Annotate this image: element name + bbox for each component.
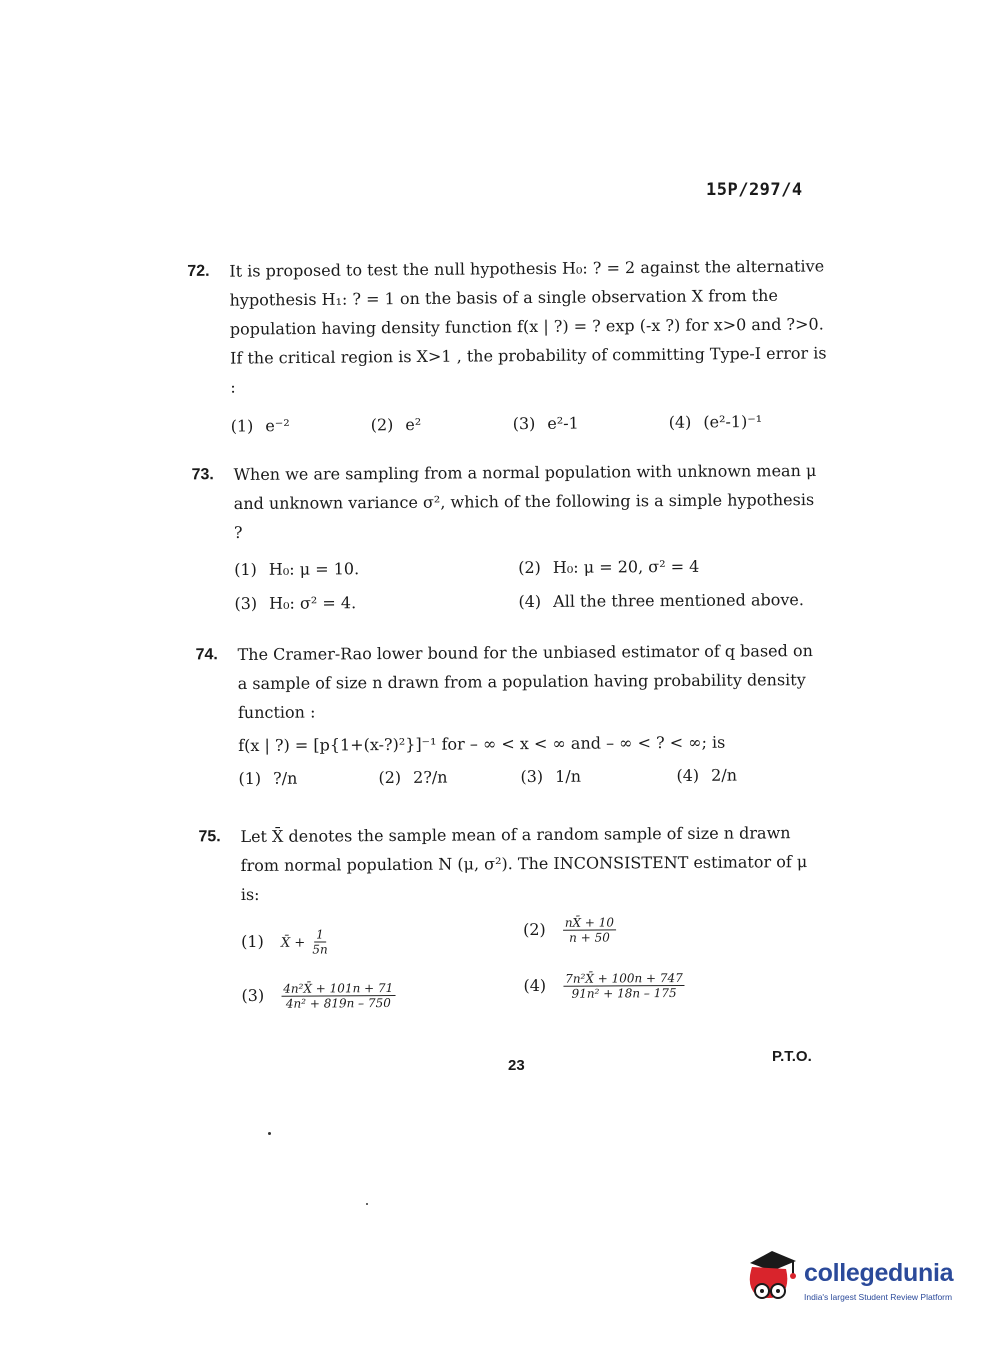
mascot-icon	[742, 1245, 802, 1315]
option-2: (2) $\frac{nX̄ + 10}{n + 50}$	[523, 914, 616, 945]
paper-code: 15P/297/4	[706, 180, 803, 200]
options	[231, 406, 831, 441]
option-4: (4) (e²-1)⁻¹	[668, 411, 763, 432]
option-4: (4) $\frac{\text{7n²X̄ + 100n + 747}}{\text{91n² + 18n – 175}}$	[523, 970, 685, 1001]
option-3: (3) H₀: σ² = 4.	[234, 593, 357, 614]
option-2: (2) e²	[370, 414, 422, 435]
question-text: The Cramer-Rao lower bound for the unbiased estimator of q based on a sample of size n drawn from a population having probability density function :	[237, 641, 813, 723]
question-72	[187, 251, 831, 441]
page-number: 23	[508, 1057, 525, 1074]
option-2: (2) 2?/n	[378, 767, 448, 788]
question-text: When we are sampling from a normal population with unknown mean μ and unknown variance σ², which of the following is a simple hypothesis ?	[233, 460, 817, 543]
option-3: (3) 1/n	[520, 766, 582, 787]
scan-speck	[268, 1132, 271, 1135]
brand-tagline: India's largest Student Review Platform	[804, 1292, 953, 1302]
fraction: $\frac{1}{5n}$	[312, 927, 328, 957]
question-text: Let X̄ denotes the sample mean of a random sample of size n drawn from normal population N (μ, σ²). The INCONSISTENT estimator of μ is:	[240, 823, 808, 905]
option-4: (4) All the three mentioned above.	[518, 590, 804, 612]
collegedunia-logo	[742, 1245, 972, 1315]
question-73	[191, 456, 820, 619]
question-number: 75.	[198, 828, 221, 846]
option-1: (1) X̄ + $\frac{1}{5n}$	[241, 927, 328, 957]
question-number: 73.	[191, 466, 214, 484]
density-formula: f(x | ?) = [p{1+(x-?)²}]⁻¹ for – ∞ < x < ∞ and – ∞ < ? < ∞; is	[238, 732, 726, 756]
pto-label: P.T.O.	[772, 1048, 812, 1065]
scan-speck	[366, 1203, 368, 1205]
question-number: 72.	[187, 262, 210, 280]
option-1: (1) ?/n	[238, 768, 298, 789]
question-number: 74.	[195, 646, 218, 664]
fraction: $\frac{\text{7n²X̄ + 100n + 747}}{\text{91n² + 18n – 175}}$	[563, 971, 685, 1001]
option-3: (3) e²-1	[512, 413, 579, 434]
brand-name: collegedunia	[804, 1259, 954, 1287]
options-row-1	[234, 551, 820, 585]
fraction: $\frac{nX̄ + 10}{n + 50}$	[563, 915, 616, 944]
question-74	[195, 636, 824, 794]
option-3: (3) $\frac{\text{4n²X̄ + 101n + 71}}{\text{4n² + 819n – 750}}$	[241, 980, 395, 1011]
option-2: (2) H₀: μ = 20, σ² = 4	[518, 556, 700, 578]
options-row-2	[234, 585, 820, 619]
options	[238, 760, 824, 794]
options-row-1	[241, 915, 827, 967]
option-1: (1) e⁻²	[230, 416, 290, 436]
options-row-2	[241, 970, 827, 1021]
option-4: (4) 2/n	[676, 765, 738, 785]
question-75	[198, 818, 827, 1021]
fraction: $\frac{\text{4n²X̄ + 101n + 71}}{\text{4n² + 819n – 750}}$	[281, 981, 395, 1011]
option-1: (1) H₀: μ = 10.	[234, 559, 360, 580]
question-text: It is proposed to test the null hypothesis H₀: ? = 2 against the alternative hypothesis H₁: ? = 1 on the basis of a single observation X from the population having density function f(x | ?) = ? exp (-x ?) for x>0 and ?>0. If the critical region is X>1 , the probability of committing Type-I error is :	[229, 256, 827, 397]
